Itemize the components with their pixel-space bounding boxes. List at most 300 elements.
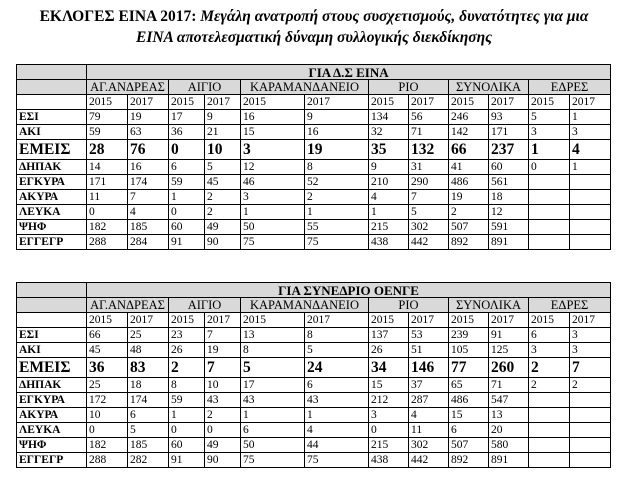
table-cell: 282 — [128, 453, 169, 468]
table-cell: 9 — [305, 110, 369, 125]
table-cell: 10 — [205, 140, 241, 160]
table-cell: 2 — [205, 205, 241, 220]
table-cell: 12 — [489, 205, 529, 220]
table-cell: 43 — [205, 393, 241, 408]
title-italic-part: Μεγάλη ανατροπή στους συσχετισμούς, δυνατότητες για μια — [196, 8, 589, 25]
table-cell: 6 — [305, 378, 369, 393]
table-cell: 182 — [87, 220, 128, 235]
table-cell: 561 — [489, 175, 529, 190]
table-cell: 66 — [449, 140, 489, 160]
table-row — [17, 125, 611, 140]
table-cell: 5 — [305, 343, 369, 358]
year-header: 2017 — [409, 313, 449, 328]
table-cell — [529, 235, 570, 250]
table-cell: 23 — [169, 328, 205, 343]
year-header: 2017 — [205, 313, 241, 328]
table-cell: 59 — [87, 125, 128, 140]
table-cell — [570, 393, 611, 408]
table-cell: 32 — [369, 125, 409, 140]
table-cell: 174 — [128, 393, 169, 408]
table-cell: 7 — [128, 190, 169, 205]
table-cell: 5 — [529, 110, 570, 125]
year-header: 2015 — [241, 313, 305, 328]
table-cell: 14 — [87, 160, 128, 175]
table-row — [17, 175, 611, 190]
table-cell: 0 — [205, 423, 241, 438]
year-header: 2017 — [570, 95, 611, 110]
table-cell: 185 — [128, 220, 169, 235]
table-cell: 63 — [128, 125, 169, 140]
table-cell: 76 — [128, 140, 169, 160]
table-cell: 15 — [369, 378, 409, 393]
year-header: 2015 — [449, 95, 489, 110]
locations-header-spacer — [17, 298, 87, 313]
table-cell: 8 — [241, 343, 305, 358]
table-cell: 91 — [169, 453, 205, 468]
document-title — [0, 6, 628, 48]
table-cell: 125 — [489, 343, 529, 358]
table-cell: 20 — [489, 423, 529, 438]
table-cell: 9 — [205, 110, 241, 125]
location-header: ΡΙΟ — [369, 80, 449, 95]
row-label: ΕΓΚΥΡΑ — [17, 175, 87, 190]
table-cell — [570, 190, 611, 205]
table-cell: 442 — [409, 453, 449, 468]
table-cell: 25 — [87, 378, 128, 393]
years-header-row — [17, 95, 611, 110]
table-cell: 10 — [87, 408, 128, 423]
year-header: 2017 — [128, 313, 169, 328]
table-cell: 2 — [205, 408, 241, 423]
table-cell: 891 — [489, 235, 529, 250]
table-cell: 1 — [305, 408, 369, 423]
years-header-spacer — [17, 313, 87, 328]
table-cell: 50 — [241, 438, 305, 453]
table-row — [17, 140, 611, 160]
table-cell: 8 — [169, 378, 205, 393]
year-header: 2017 — [409, 95, 449, 110]
table-cell: 210 — [369, 175, 409, 190]
table-cell: 15 — [449, 408, 489, 423]
table-cell: 2 — [305, 190, 369, 205]
table-cell: 1 — [305, 205, 369, 220]
year-header: 2015 — [369, 313, 409, 328]
location-header: ΑΙΓΙΟ — [169, 80, 241, 95]
table-cell: 16 — [305, 125, 369, 140]
row-label: ΔΗΠΑΚ — [17, 378, 87, 393]
table-row — [17, 358, 611, 378]
row-label: ΕΜΕΙΣ — [17, 358, 87, 378]
year-header: 2015 — [449, 313, 489, 328]
table-cell: 16 — [128, 160, 169, 175]
table-cell: 486 — [449, 393, 489, 408]
table-cell: 892 — [449, 453, 489, 468]
location-header: ΕΔΡΕΣ — [529, 298, 611, 313]
year-header: 2017 — [305, 95, 369, 110]
table-row — [17, 160, 611, 175]
table-cell — [529, 205, 570, 220]
table-cell: 44 — [305, 438, 369, 453]
table-cell: 0 — [529, 160, 570, 175]
table-cell: 1 — [570, 110, 611, 125]
table-cell: 19 — [305, 140, 369, 160]
table-cell: 1 — [241, 408, 305, 423]
table-cell: 171 — [87, 175, 128, 190]
table-cell: 442 — [409, 235, 449, 250]
table-cell: 137 — [369, 328, 409, 343]
table-cell: 65 — [449, 378, 489, 393]
table-heading-row — [17, 65, 611, 80]
table-cell: 17 — [169, 110, 205, 125]
table-cell: 486 — [449, 175, 489, 190]
table-row — [17, 438, 611, 453]
table-cell: 2 — [570, 378, 611, 393]
years-header-spacer — [17, 95, 87, 110]
table-cell: 0 — [169, 140, 205, 160]
table-cell: 5 — [128, 423, 169, 438]
table-cell — [570, 205, 611, 220]
table-cell: 547 — [489, 393, 529, 408]
location-header: ΣΥΝΟΛΙΚΑ — [449, 80, 529, 95]
table-cell: 2 — [529, 378, 570, 393]
table-cell: 24 — [305, 358, 369, 378]
table-cell: 43 — [305, 393, 369, 408]
table-cell: 288 — [87, 235, 128, 250]
row-label: ΨΗΦ — [17, 438, 87, 453]
table-cell — [570, 220, 611, 235]
location-header: ΑΓ.ΑΝΔΡΕΑΣ — [87, 80, 169, 95]
year-header: 2015 — [369, 95, 409, 110]
table-cell: 7 — [205, 358, 241, 378]
table-cell: 49 — [205, 220, 241, 235]
table-row — [17, 408, 611, 423]
table-cell: 8 — [305, 328, 369, 343]
title-bold-part: ΕΚΛΟΓΕΣ ΕΙΝΑ 2017: — [39, 8, 197, 25]
table-cell: 438 — [369, 453, 409, 468]
table-cell: 53 — [409, 328, 449, 343]
table-cell: 8 — [305, 160, 369, 175]
year-header: 2017 — [489, 313, 529, 328]
table-row — [17, 393, 611, 408]
year-header: 2015 — [87, 313, 128, 328]
table-cell: 91 — [489, 328, 529, 343]
table-cell: 71 — [489, 378, 529, 393]
table-cell: 239 — [449, 328, 489, 343]
table-cell: 75 — [241, 453, 305, 468]
table-cell: 56 — [409, 110, 449, 125]
table-cell — [570, 423, 611, 438]
table-cell: 142 — [449, 125, 489, 140]
table-cell — [570, 438, 611, 453]
table-cell: 185 — [128, 438, 169, 453]
table-cell: 0 — [87, 205, 128, 220]
table-cell: 18 — [489, 190, 529, 205]
location-header: ΑΓ.ΑΝΔΡΕΑΣ — [87, 298, 169, 313]
table-cell: 52 — [305, 175, 369, 190]
table-cell: 215 — [369, 220, 409, 235]
table-cell: 79 — [87, 110, 128, 125]
table-cell — [529, 220, 570, 235]
table-cell: 0 — [169, 423, 205, 438]
table-cell: 1 — [169, 408, 205, 423]
years-header-row — [17, 313, 611, 328]
table-cell: 6 — [128, 408, 169, 423]
table-cell: 0 — [87, 423, 128, 438]
table-cell: 15 — [241, 125, 305, 140]
table-cell: 60 — [169, 220, 205, 235]
table-cell — [529, 453, 570, 468]
table-cell — [529, 408, 570, 423]
row-label: ΕΓΓΕΓΡ — [17, 453, 87, 468]
table-cell: 35 — [369, 140, 409, 160]
table-cell: 302 — [409, 220, 449, 235]
table-cell: 591 — [489, 220, 529, 235]
table-cell: 1 — [169, 190, 205, 205]
table-cell: 3 — [570, 328, 611, 343]
table-cell: 60 — [169, 438, 205, 453]
table-cell: 19 — [205, 343, 241, 358]
table-cell: 83 — [128, 358, 169, 378]
table-cell: 1 — [529, 140, 570, 160]
table-cell: 36 — [87, 358, 128, 378]
table-cell — [570, 453, 611, 468]
table-cell: 50 — [241, 220, 305, 235]
table-cell: 26 — [169, 343, 205, 358]
table-cell: 2 — [449, 205, 489, 220]
table-cell: 93 — [489, 110, 529, 125]
table-cell: 507 — [449, 220, 489, 235]
table-cell — [529, 438, 570, 453]
table-cell: 4 — [409, 408, 449, 423]
table-cell: 171 — [489, 125, 529, 140]
table-cell: 215 — [369, 438, 409, 453]
table-cell — [529, 190, 570, 205]
table-cell: 3 — [570, 343, 611, 358]
table-cell: 2 — [529, 358, 570, 378]
table-cell: 77 — [449, 358, 489, 378]
year-header: 2015 — [241, 95, 305, 110]
table-cell: 3 — [570, 125, 611, 140]
table-cell: 3 — [529, 125, 570, 140]
table-cell: 5 — [409, 205, 449, 220]
table-cell: 4 — [128, 205, 169, 220]
row-label: ΑΚΥΡΑ — [17, 190, 87, 205]
table-cell: 41 — [449, 160, 489, 175]
row-label: ΛΕΥΚΑ — [17, 205, 87, 220]
title-line-2-text: ΕΙΝΑ αποτελεσματική δύναμη συλλογικής διεκδίκησης — [135, 29, 493, 46]
location-header: ΕΔΡΕΣ — [529, 80, 611, 95]
table-cell: 172 — [87, 393, 128, 408]
year-header: 2017 — [570, 313, 611, 328]
table-cell: 34 — [369, 358, 409, 378]
location-header: ΡΙΟ — [369, 298, 449, 313]
table-cell: 16 — [241, 110, 305, 125]
table-cell: 26 — [369, 343, 409, 358]
table-row — [17, 190, 611, 205]
table-cell: 4 — [369, 190, 409, 205]
table-cell — [529, 393, 570, 408]
table-cell: 11 — [409, 423, 449, 438]
row-label: ΔΗΠΑΚ — [17, 160, 87, 175]
table-cell: 36 — [169, 125, 205, 140]
table-cell: 892 — [449, 235, 489, 250]
table-cell: 2 — [169, 358, 205, 378]
table-cell: 4 — [570, 140, 611, 160]
table-cell — [570, 175, 611, 190]
row-label: ΕΓΚΥΡΑ — [17, 393, 87, 408]
table-cell: 75 — [305, 235, 369, 250]
table-cell: 1 — [369, 205, 409, 220]
table-heading-spacer — [17, 283, 87, 298]
table-cell: 212 — [369, 393, 409, 408]
table-heading: ΓΙΑ Δ.Σ ΕΙΝΑ — [87, 65, 611, 80]
year-header: 2017 — [305, 313, 369, 328]
table-cell: 45 — [205, 175, 241, 190]
table-cell: 21 — [205, 125, 241, 140]
table-cell: 19 — [128, 110, 169, 125]
row-label: ΕΣΙ — [17, 110, 87, 125]
year-header: 2017 — [205, 95, 241, 110]
locations-header-row — [17, 80, 611, 95]
location-header: ΣΥΝΟΛΙΚΑ — [449, 298, 529, 313]
table-cell: 43 — [241, 393, 305, 408]
table-cell: 5 — [205, 160, 241, 175]
table-cell: 134 — [369, 110, 409, 125]
table-row — [17, 110, 611, 125]
table-cell: 59 — [169, 393, 205, 408]
table-cell: 48 — [128, 343, 169, 358]
table-cell: 66 — [87, 328, 128, 343]
table-cell: 13 — [241, 328, 305, 343]
table-heading-spacer — [17, 65, 87, 80]
table-cell: 438 — [369, 235, 409, 250]
table-cell: 75 — [241, 235, 305, 250]
table-cell: 51 — [409, 343, 449, 358]
table-cell: 49 — [205, 438, 241, 453]
table-heading-row — [17, 283, 611, 298]
row-label: ΑΚΙ — [17, 343, 87, 358]
table-cell: 1 — [241, 205, 305, 220]
table-cell: 146 — [409, 358, 449, 378]
year-header: 2015 — [529, 95, 570, 110]
locations-header-row — [17, 298, 611, 313]
table-cell: 891 — [489, 453, 529, 468]
row-label: ΨΗΦ — [17, 220, 87, 235]
table-cell: 55 — [305, 220, 369, 235]
table-row — [17, 453, 611, 468]
table-cell: 105 — [449, 343, 489, 358]
table-cell: 17 — [241, 378, 305, 393]
table-cell: 46 — [241, 175, 305, 190]
table-cell: 284 — [128, 235, 169, 250]
year-header: 2015 — [169, 95, 205, 110]
table-cell: 290 — [409, 175, 449, 190]
row-label: ΑΚΥΡΑ — [17, 408, 87, 423]
results-table-congress — [16, 282, 611, 468]
table-row — [17, 235, 611, 250]
table-cell: 2 — [205, 190, 241, 205]
location-header: ΑΙΓΙΟ — [169, 298, 241, 313]
row-label: ΕΣΙ — [17, 328, 87, 343]
table-cell: 0 — [369, 423, 409, 438]
table-cell: 287 — [409, 393, 449, 408]
table-cell: 7 — [409, 190, 449, 205]
row-label: ΕΓΓΕΓΡ — [17, 235, 87, 250]
table-cell: 580 — [489, 438, 529, 453]
year-header: 2017 — [489, 95, 529, 110]
locations-header-spacer — [17, 80, 87, 95]
table-cell: 174 — [128, 175, 169, 190]
table-row — [17, 328, 611, 343]
table-cell: 28 — [87, 140, 128, 160]
location-header: ΚΑΡΑΜΑΝΔΑΝΕΙΟ — [241, 80, 369, 95]
table-cell: 3 — [241, 140, 305, 160]
table-cell: 5 — [241, 358, 305, 378]
table-cell: 3 — [241, 190, 305, 205]
table-cell: 6 — [449, 423, 489, 438]
table-cell: 6 — [169, 160, 205, 175]
table-cell: 507 — [449, 438, 489, 453]
table-row — [17, 220, 611, 235]
row-label: ΕΜΕΙΣ — [17, 140, 87, 160]
row-label: ΛΕΥΚΑ — [17, 423, 87, 438]
year-header: 2015 — [87, 95, 128, 110]
table-cell: 260 — [489, 358, 529, 378]
table-cell: 13 — [489, 408, 529, 423]
year-header: 2015 — [529, 313, 570, 328]
table-cell: 90 — [205, 235, 241, 250]
table-cell: 246 — [449, 110, 489, 125]
location-header: ΚΑΡΑΜΑΝΔΑΝΕΙΟ — [241, 298, 369, 313]
table-cell: 288 — [87, 453, 128, 468]
table-cell: 12 — [241, 160, 305, 175]
table-cell: 182 — [87, 438, 128, 453]
table-cell: 60 — [489, 160, 529, 175]
table-cell: 132 — [409, 140, 449, 160]
table-cell: 6 — [529, 328, 570, 343]
table-cell: 4 — [305, 423, 369, 438]
table-cell: 3 — [529, 343, 570, 358]
table-cell: 9 — [369, 160, 409, 175]
table-cell: 31 — [409, 160, 449, 175]
table-cell: 3 — [369, 408, 409, 423]
table-cell — [570, 408, 611, 423]
title-line-2 — [0, 27, 628, 48]
table-cell: 302 — [409, 438, 449, 453]
title-line-1 — [0, 6, 628, 27]
table-cell: 1 — [570, 160, 611, 175]
row-label: ΑΚΙ — [17, 125, 87, 140]
results-table-board — [16, 64, 611, 250]
table-cell: 7 — [205, 328, 241, 343]
table-cell: 237 — [489, 140, 529, 160]
table-heading: ΓΙΑ ΣΥΝΕΔΡΙΟ ΟΕΝΓΕ — [87, 283, 611, 298]
table-cell: 10 — [205, 378, 241, 393]
table-cell: 71 — [409, 125, 449, 140]
table-cell — [529, 175, 570, 190]
table-cell: 11 — [87, 190, 128, 205]
table-cell: 75 — [305, 453, 369, 468]
table-cell: 45 — [87, 343, 128, 358]
table-cell: 37 — [409, 378, 449, 393]
table-cell: 18 — [128, 378, 169, 393]
table-cell: 91 — [169, 235, 205, 250]
table-cell: 59 — [169, 175, 205, 190]
table-row — [17, 423, 611, 438]
table-cell — [570, 235, 611, 250]
table-row — [17, 205, 611, 220]
table-cell: 6 — [241, 423, 305, 438]
